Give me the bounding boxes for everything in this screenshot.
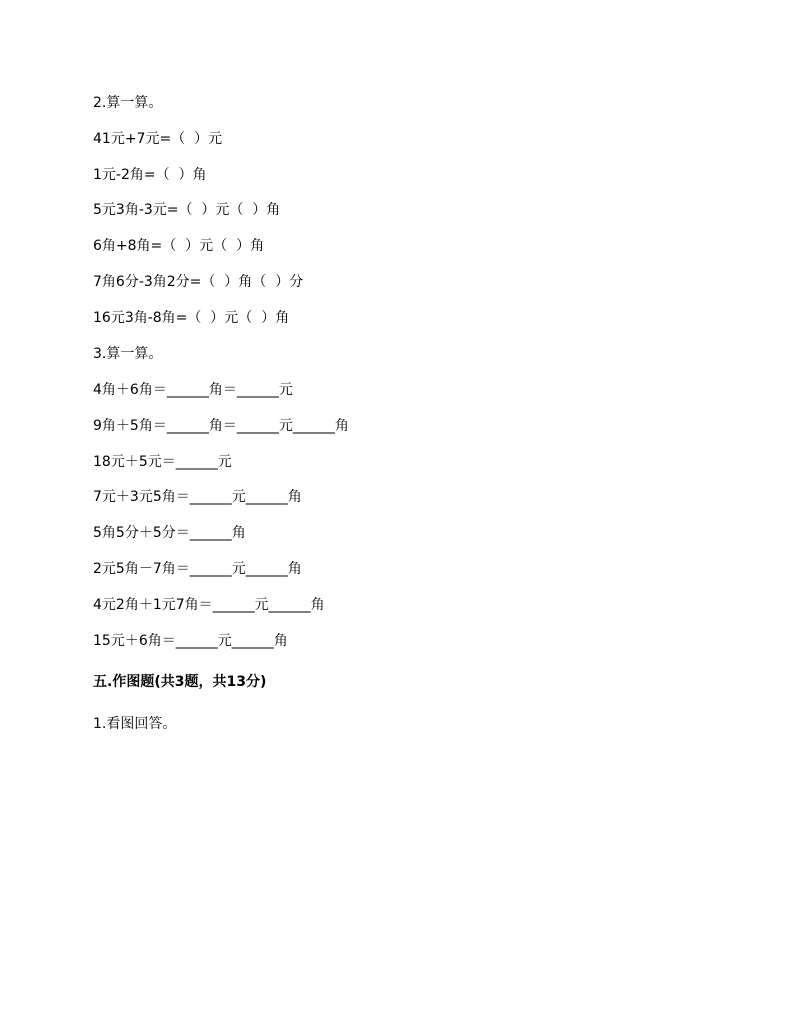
problem-line: 6角+8角=（ ）元（ ）角	[93, 238, 265, 254]
problem-line: 15元＋6角＝______元______角	[93, 633, 288, 649]
problem-line: 5角5分＋5分＝______角	[93, 525, 246, 541]
problem-line: 41元+7元=（ ）元	[93, 131, 223, 147]
problem-line: 18元＋5元＝______元	[93, 454, 232, 470]
problem-line: 1元-2角=（ ）角	[93, 167, 207, 183]
section-2-title: 2.算一算。	[93, 95, 163, 111]
problem-line: 2元5角－7角＝______元______角	[93, 561, 302, 577]
problem-line: 9角＋5角＝______角＝______元______角	[93, 418, 349, 434]
question-line: 1.看图回答。	[93, 716, 177, 732]
problem-line: 4角＋6角＝______角＝______元	[93, 382, 293, 398]
section-5-heading: 五.作图题(共3题，共13分)	[93, 674, 267, 690]
problem-line: 4元2角＋1元7角＝______元______角	[93, 597, 325, 613]
problem-line: 7角6分-3角2分=（ ）角（ ）分	[93, 274, 304, 290]
problem-line: 7元＋3元5角＝______元______角	[93, 489, 302, 505]
problem-line: 5元3角-3元=（ ）元（ ）角	[93, 202, 281, 218]
problem-line: 16元3角-8角=（ ）元（ ）角	[93, 310, 290, 326]
section-3-title: 3.算一算。	[93, 346, 163, 362]
